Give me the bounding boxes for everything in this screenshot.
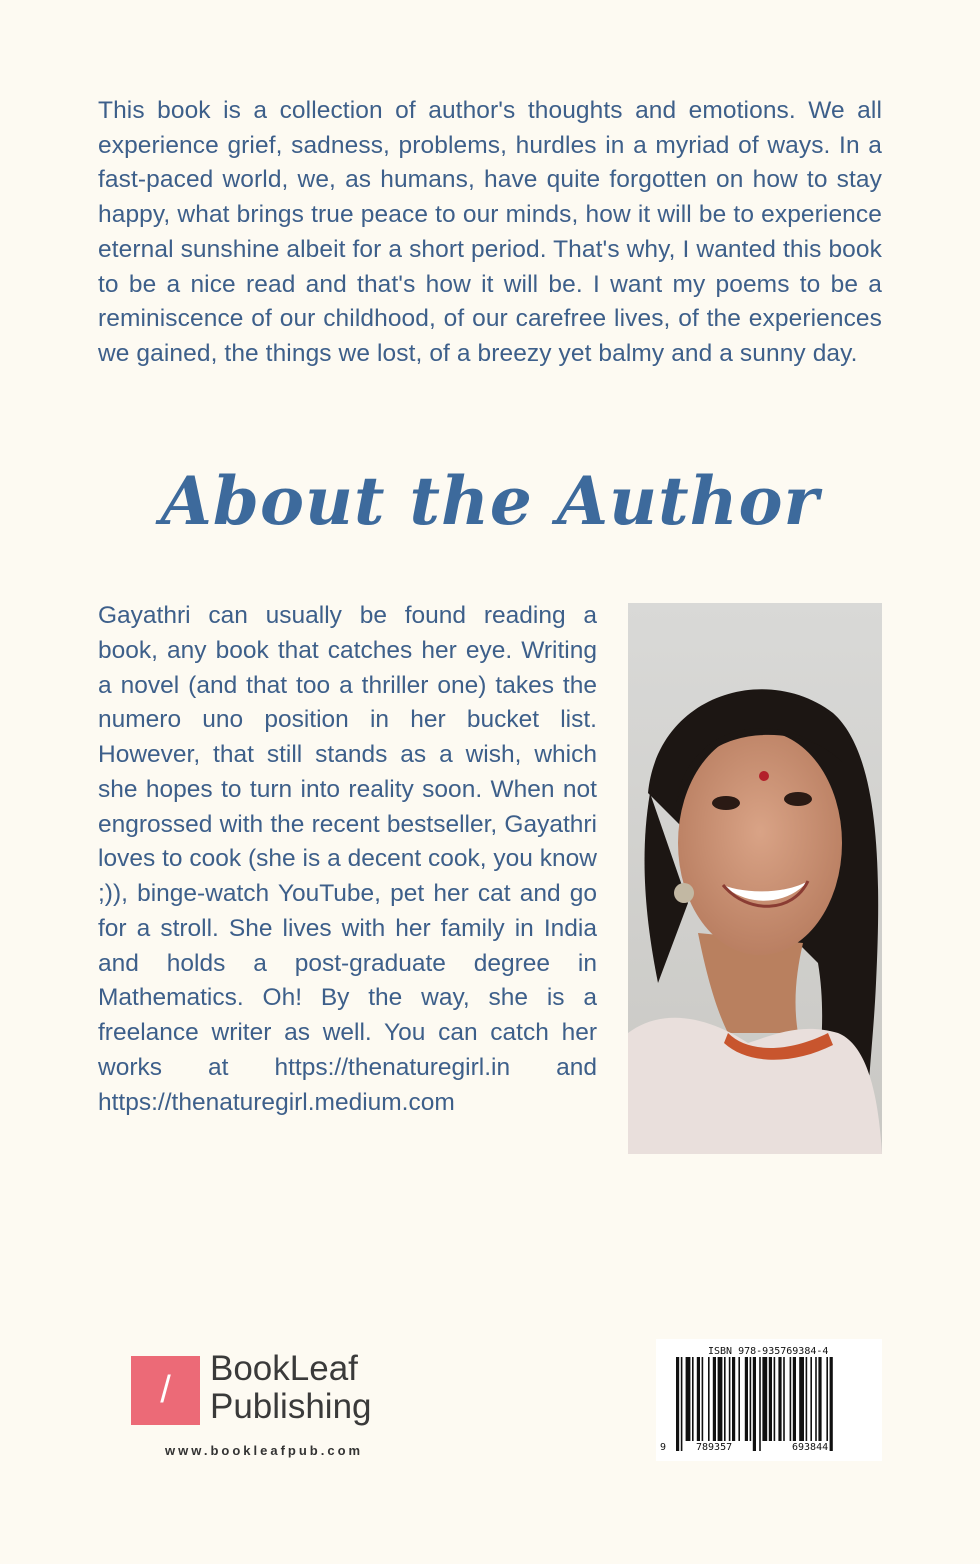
- barcode-digits-left: 789357: [696, 1442, 733, 1453]
- publisher-name-line2: Publishing: [210, 1387, 372, 1426]
- publisher-logo-slash: /: [160, 1369, 171, 1411]
- barcode-digit-first: 9: [660, 1442, 667, 1453]
- publisher-name-line1: BookLeaf: [210, 1349, 358, 1388]
- publisher-name: [210, 1350, 372, 1426]
- barcode-digits-right: 693844: [792, 1442, 829, 1453]
- author-photo: [628, 603, 882, 1154]
- barcode-icon: [672, 1357, 878, 1451]
- about-author-heading: About the Author: [160, 462, 820, 540]
- back-cover-blurb: This book is a collection of author's thoughts and emotions. We all experience grief, sadness, problems, hurdles in a myriad of ways. In a fast-paced world, we, as humans, have quite forgotten on how to stay happy, what brings true peace to our minds, how it will be to experience eternal sunshine albeit for a short period. That's why, I wanted this book to be a nice read and that's how it will be. I want my poems to be a reminiscence of our childhood, of our carefree lives, of the experiences we gained, the things we lost, of a breezy yet balmy and a sunny day.: [98, 97, 882, 367]
- isbn-label: ISBN 978-935769384-4: [708, 1346, 829, 1357]
- author-bio: Gayathri can usually be found reading a book, any book that catches her eye. Writing a novel (and that too a thriller one) takes the numero uno position in her bucket list. However, that still stands as a wish, which she hopes to turn into reality soon. When not engrossed with the recent bestseller, Gayathri loves to cook (she is a decent cook, you know ;)), binge-watch YouTube, pet her cat and go for a stroll. She lives with her family in India and holds a post-graduate degree in Mathematics. Oh! By the way, she is a freelance writer as well. You can catch her works at https://thenaturegirl.in and https://thenaturegirl.medium.com: [98, 602, 597, 1116]
- publisher-url: www.bookleafpub.com: [165, 1443, 364, 1458]
